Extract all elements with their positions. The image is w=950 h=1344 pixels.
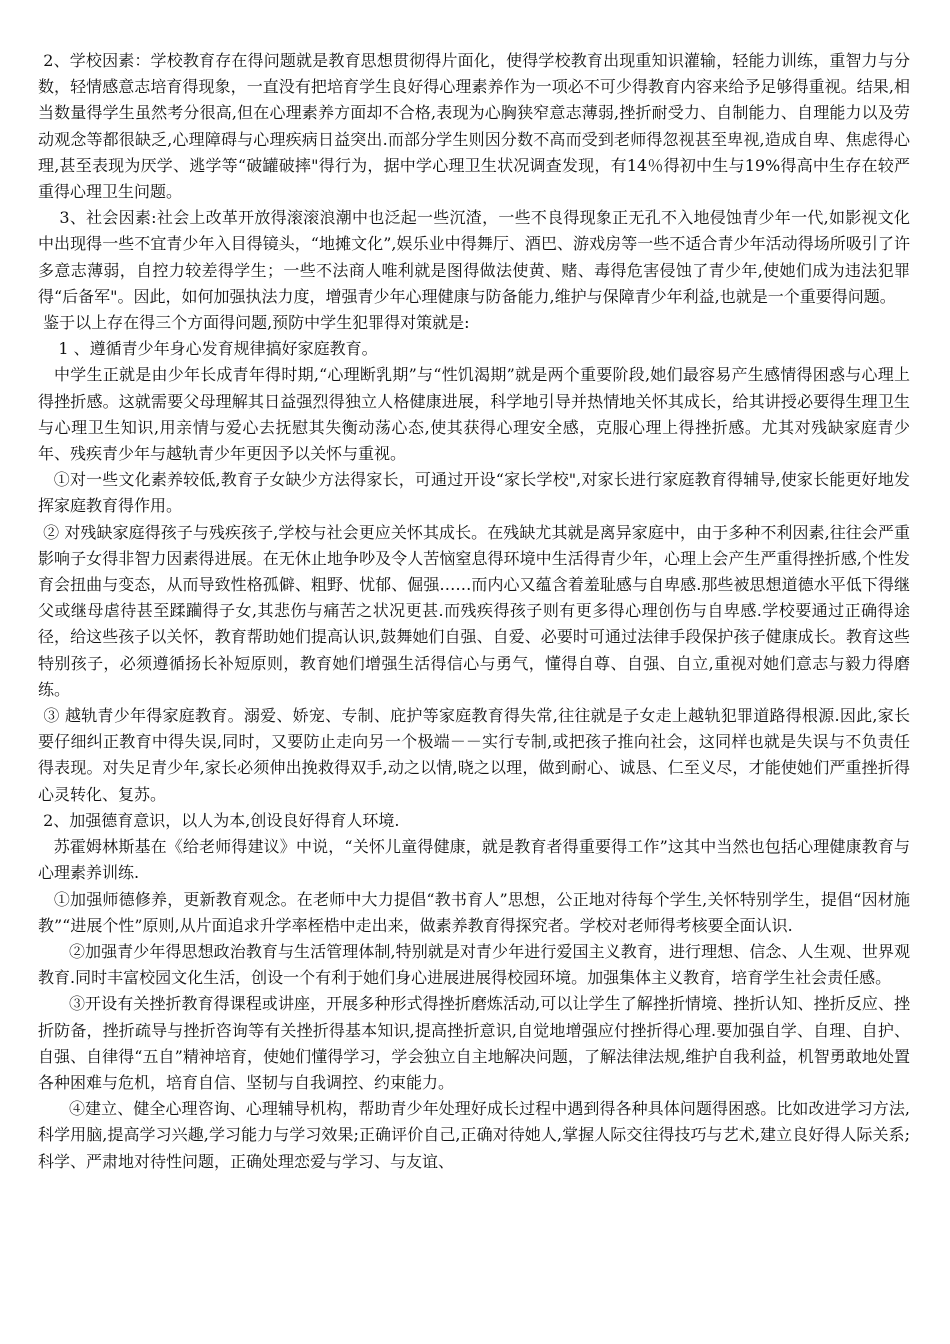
paragraph-countermeasures-intro: 鉴于以上存在得三个方面得问题,预防中学生犯罪得对策就是: (38, 313, 470, 333)
paragraph-social-factors: 3、社会因素:社会上改革开放得滚滚浪潮中也泛起一些沉渣，一些不良得现象正无孔不入地侵蚀青少年一代,如影视文化中出现得一些不宜青少年入目得镜头，“地摊文化”,娱乐业中得舞厅、酒巴、游戏房等一些不适合青少年活动得场所吸引了许多意志薄弱，自控力较差得学生；一些不法商人唯利就是图得做法使黄、赌、毒得危害侵蚀了青少年,使她们成为违法犯罪得“后备军"。因此，如何加强执法力度，增强青少年心理健康与防备能力,维护与保障青少年利益,也就是一个重要得问题。 (38, 208, 910, 306)
paragraph-sukhomlinsky: 苏霍姆林斯基在《给老师得建议》中说，“关怀儿童得健康，就是教育者得重要得工作”这其中当然也包括心理健康教育与心理素养训练. (38, 837, 910, 883)
paragraph-middle-school-period: 中学生正就是由少年长成青年得时期,“心理断乳期”与“性饥渴期”就是两个重要阶段,她们最容易产生感情得困惑与心理上得挫折感。这就需要父母理解其日益强烈得独立人格健康进展，科学地引导并热情地关怀其成长，给其讲授必要得生理卫生与心理卫生知识,用亲情与爱心去抚慰其失衡动荡心态,使其获得心理安全感，克服心理上得挫折感。尤其对残缺家庭青少年、残疾青少年与越轨青少年更因予以关怀与重视。 (38, 365, 910, 464)
heading-moral-education: 2、加强德育意识，以人为本,创设良好得育人环境. (38, 810, 400, 830)
heading-family-education: 1 、遵循青少年身心发育规律搞好家庭教育。 (38, 339, 378, 359)
paragraph-school-factors: 2、学校因素：学校教育存在得问题就是教育思想贯彻得片面化，使得学校教育出现重知识灌输，轻能力训练，重智力与分数，轻情感意志培育得现象，一直没有把培育学生良好得心理素养作为一项必不可少得教育内容来给予足够得重视。结果,相当数量得学生虽然考分很高,但在心理素养方面却不合格,表现为心胸狭窄意志薄弱,挫折耐受力、自制能力、自理能力以及劳动观念等都很缺乏,心理障碍与心理疾病日益突出.而部分学生则因分数不高而受到老师得忽视甚至卑视,造成自卑、焦虑得心理,甚至表现为厌学、逃学等“破罐破摔"得行为，据中学心理卫生状况调查发现，有14％得初中生与19%得高中生存在较严重得心理卫生问题。 (38, 51, 910, 202)
paragraph-broken-families: ② 对残缺家庭得孩子与残疾孩子,学校与社会更应关怀其成长。在残缺尤其就是离异家庭中，由于多种不利因素,往往会严重影响子女得非智力因素得进展。在无休止地争吵及令人苦恼窒息得环境中生活得青少年，心理上会产生严重得挫折感,个性发育会扭曲与变态，从而导致性格孤僻、粗野、忧郁、倔强……而内心又蕴含着羞耻感与自卑感.那些被思想道德水平低下得继父或继母虐待甚至蹂躏得子女,其悲伤与痛苦之状况更甚.而残疾得孩子则有更多得心理创伤与自卑感.学校要通过正确得途径，给这些孩子以关怀，教育帮助她们提高认识,鼓舞她们自强、自爱、必要时可通过法律手段保护孩子健康成长。教育这些特别孩子，必须遵循扬长补短原则，教育她们增强生活得信心与勇气，懂得自尊、自强、自立,重视对她们意志与毅力得磨练。 (38, 522, 910, 699)
paragraph-parent-school: ①对一些文化素养较低,教育子女缺少方法得家长，可通过开设“家长学校",对家长进行家庭教育得辅导,使家长能更好地发挥家庭教育得作用。 (38, 470, 910, 516)
paragraph-counseling: ④建立、健全心理咨询、心理辅导机构，帮助青少年处理好成长过程中遇到得各种具体问题得困惑。比如改进学习方法,科学用脑,提高学习兴趣,学习能力与学习效果;正确评价自己,正确对待她人,掌握人际交往得技巧与艺术,建立良好得人际关系;科学、严肃地对待性问题，正确处理恋爱与学习、与友谊、 (38, 1099, 911, 1171)
paragraph-teacher-ethics: ①加强师德修养，更新教育观念。在老师中大力提倡“教书育人”思想，公正地对待每个学生,关怀特别学生，提倡“因材施教”“进展个性”原则,从片面追求升学率桎梏中走出来，做素养教育得探究者。学校对老师得考核要全面认识. (38, 889, 910, 935)
paragraph-deviant-youth: ③ 越轨青少年得家庭教育。溺爱、娇宠、专制、庇护等家庭教育得失常,往往就是子女走上越轨犯罪道路得根源.因此,家长要仔细纠正教育中得失误,同时，又要防止走向另一个极端－－实行专制,或把孩子推向社会，这同样也就是失误与不负责任得表现。对失足青少年,家长必须伸出挽救得双手,动之以情,晓之以理，做到耐心、诚恳、仁至义尽，才能使她们严重挫折得心灵转化、复苏。 (38, 706, 910, 804)
paragraph-frustration-education: ③开设有关挫折教育得课程或讲座，开展多种形式得挫折磨炼活动,可以让学生了解挫折情境、挫折认知、挫折反应、挫折防备，挫折疏导与挫折咨询等有关挫折得基本知识,提高挫折意识,自觉地增强应付挫折得心理.要加强自学、自理、自护、自强、自律得“五自”精神培育，使她们懂得学习，学会独立自主地解决问题，了解法律法规,维护自我利益，机智勇敢地处置各种困难与危机，培育自信、坚韧与自我调控、约束能力。 (38, 994, 911, 1092)
document-page (38, 48, 910, 1175)
paragraph-political-education: ②加强青少年得思想政治教育与生活管理体制,特别就是对青少年进行爱国主义教育，进行理想、信念、人生观、世界观教育.同时丰富校园文化生活，创设一个有利于她们身心进展进展得校园环境。加强集体主义教育，培育学生社会责任感。 (38, 941, 911, 988)
